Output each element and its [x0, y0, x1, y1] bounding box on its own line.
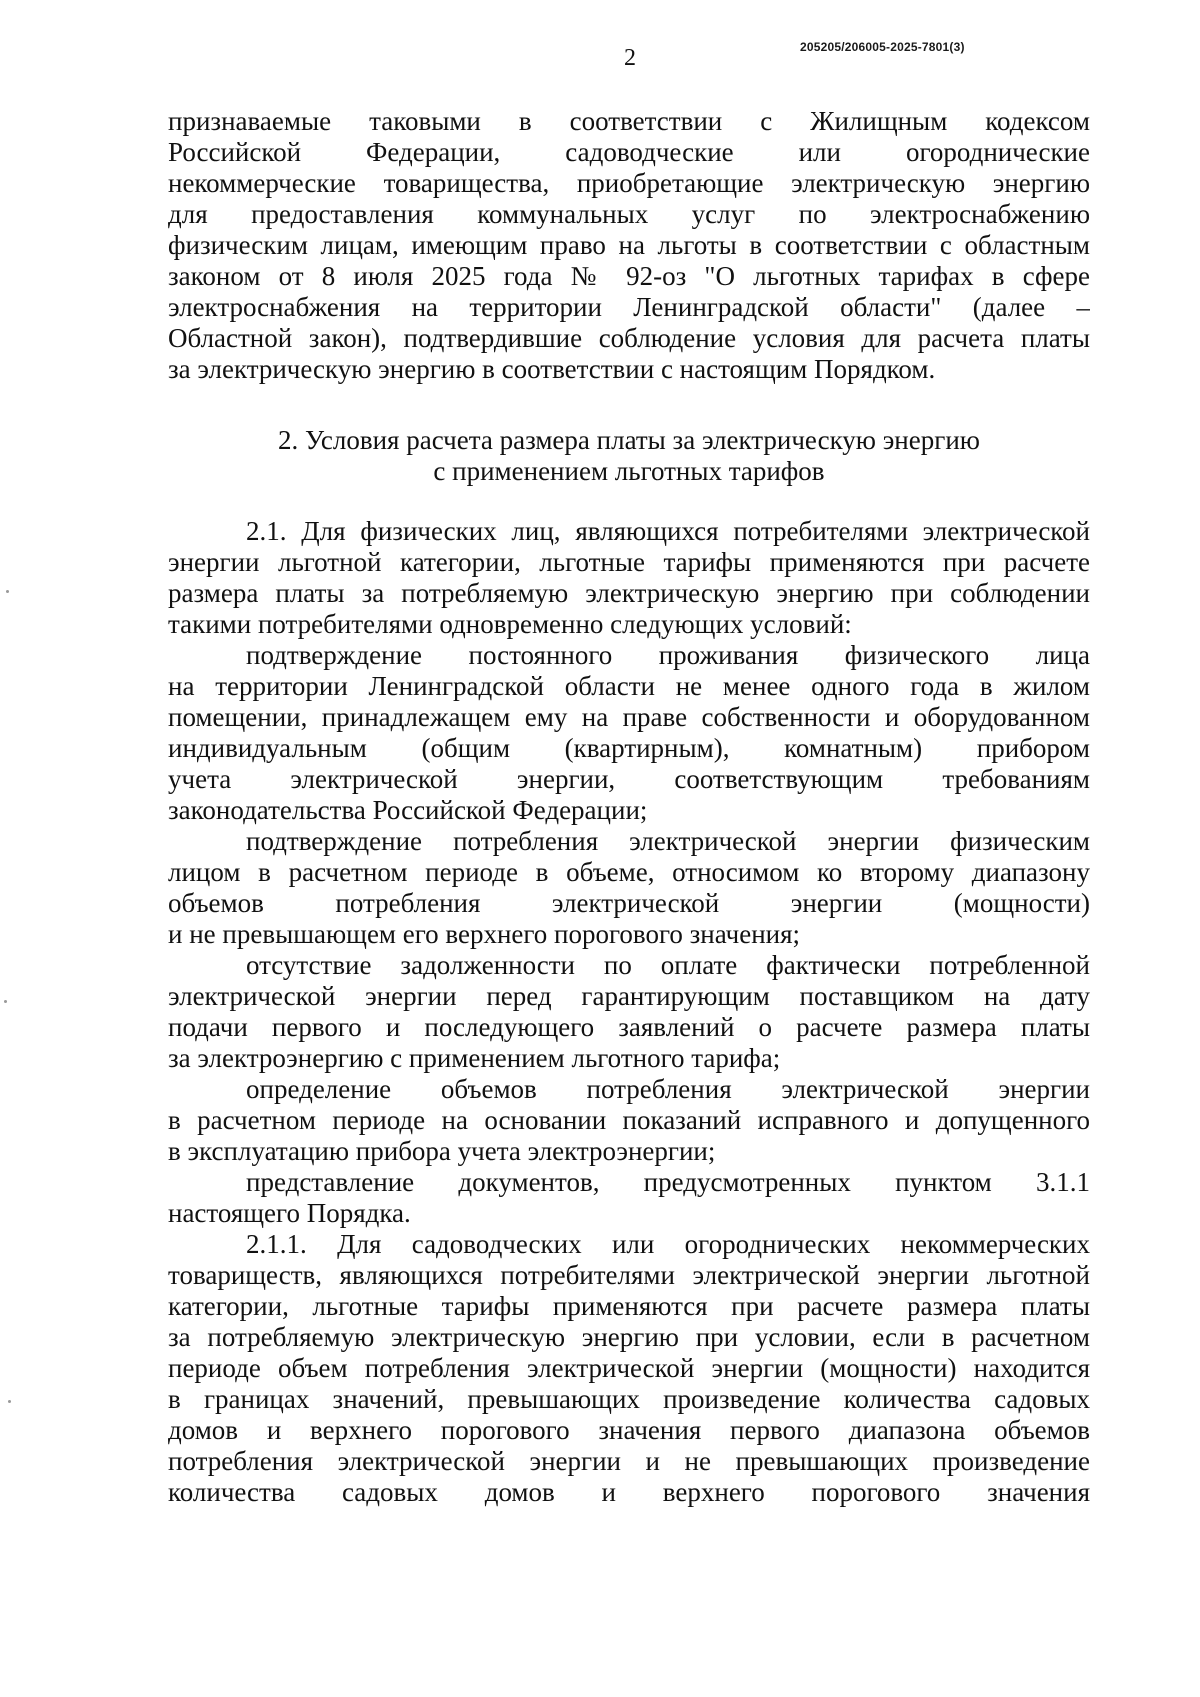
text-line: помещении, принадлежащем ему на праве собственности и оборудованном — [168, 702, 1090, 732]
text-line: Российской Федерации, садоводческие или огороднические — [168, 137, 1090, 167]
text-line: и не превышающем его верхнего порогового значения; — [168, 919, 801, 949]
text-line: в границах значений, превышающих произведение количества садовых — [168, 1384, 1090, 1414]
paragraph-first-line: представление документов, предусмотренных пунктом 3.1.1 — [246, 1167, 1090, 1197]
section-heading-line: 2. Условия расчета размера платы за электрическую энергию — [278, 425, 980, 455]
text-line: электроснабжения на территории Ленинградской области" (далее – — [168, 292, 1090, 322]
text-line: некоммерческие товарищества, приобретающие электрическую энергию — [168, 168, 1090, 198]
paragraph-first-line: определение объемов потребления электрической энергии — [246, 1074, 1090, 1104]
scan-speck — [6, 590, 9, 593]
paragraph-first-line: подтверждение постоянного проживания физического лица — [246, 640, 1090, 670]
paragraph-first-line: подтверждение потребления электрической энергии физическим — [246, 826, 1090, 856]
paragraph-first-line: 2.1. Для физических лиц, являющихся потребителями электрической — [246, 516, 1090, 546]
text-line: на территории Ленинградской области не менее одного года в жилом — [168, 671, 1090, 701]
text-line: за потребляемую электрическую энергию при условии, если в расчетном — [168, 1322, 1090, 1352]
text-line: такими потребителями одновременно следующих условий: — [168, 609, 852, 639]
section-heading — [168, 425, 1090, 487]
section-heading-line: с применением льготных тарифов — [433, 456, 825, 486]
text-line: за электрическую энергию в соответствии с настоящим Порядком. — [168, 354, 936, 384]
text-line: товариществ, являющихся потребителями электрической энергии льготной — [168, 1260, 1090, 1290]
page-number: 2 — [624, 45, 636, 71]
section-body — [168, 516, 1090, 1508]
text-line: учета электрической энергии, соответствующим требованиям — [168, 764, 1090, 794]
text-line: электрической энергии перед гарантирующим поставщиком на дату — [168, 981, 1090, 1011]
text-line: лицом в расчетном периоде в объеме, относимом ко второму диапазону — [168, 857, 1090, 887]
document-registration-number: 205205/206005-2025-7801(3) — [800, 40, 965, 54]
paragraph-first-line: отсутствие задолженности по оплате фактически потребленной — [246, 950, 1090, 980]
scan-speck — [4, 1000, 7, 1003]
text-line: в эксплуатацию прибора учета электроэнергии; — [168, 1136, 716, 1166]
text-line: в расчетном периоде на основании показаний исправного и допущенного — [168, 1105, 1090, 1135]
text-line: за электроэнергию с применением льготного тарифа; — [168, 1043, 781, 1073]
text-line: Областной закон), подтвердившие соблюдение условия для расчета платы — [168, 323, 1090, 353]
text-line: настоящего Порядка. — [168, 1198, 411, 1228]
text-line: законом от 8 июля 2025 года № 92-оз "О льготных тарифах в сфере — [168, 261, 1090, 291]
text-line: индивидуальным (общим (квартирным), комнатным) прибором — [168, 733, 1090, 763]
paragraph-first-line: 2.1.1. Для садоводческих или огороднических некоммерческих — [246, 1229, 1090, 1259]
text-line: домов и верхнего порогового значения первого диапазона объемов — [168, 1415, 1090, 1445]
text-line: объемов потребления электрической энергии (мощности) — [168, 888, 1090, 918]
text-line: потребления электрической энергии и не превышающих произведение — [168, 1446, 1090, 1476]
intro-paragraph — [168, 106, 1090, 385]
text-line: энергии льготной категории, льготные тарифы применяются при расчете — [168, 547, 1090, 577]
text-line: периоде объем потребления электрической энергии (мощности) находится — [168, 1353, 1090, 1383]
text-line: категории, льготные тарифы применяются при расчете размера платы — [168, 1291, 1090, 1321]
text-line: для предоставления коммунальных услуг по электроснабжению — [168, 199, 1090, 229]
text-line: признаваемые таковыми в соответствии с Жилищным кодексом — [168, 106, 1090, 136]
scan-speck — [8, 1400, 11, 1403]
text-line: подачи первого и последующего заявлений о расчете размера платы — [168, 1012, 1090, 1042]
text-line: количества садовых домов и верхнего порогового значения — [168, 1477, 1090, 1507]
text-line: физическим лицам, имеющим право на льготы в соответствии с областным — [168, 230, 1090, 260]
text-line: размера платы за потребляемую электрическую энергию при соблюдении — [168, 578, 1090, 608]
text-line: законодательства Российской Федерации; — [168, 795, 648, 825]
